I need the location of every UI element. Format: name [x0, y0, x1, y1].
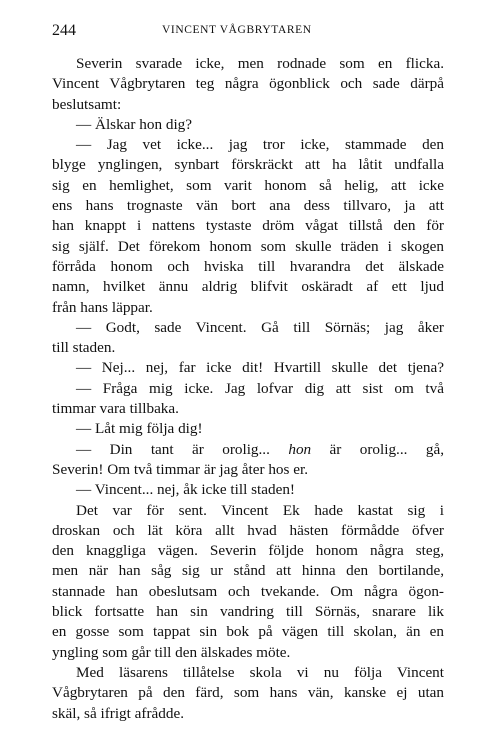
text-line: han knappt i nattens tystaste dröm vågat tillstå den för — [52, 217, 444, 235]
text-line: stannade han obeslutsam och tvekande. Om några ögon- — [52, 582, 444, 600]
text-line: Vågbrytaren på den färd, som hans vän, kanske ej utan — [52, 684, 444, 702]
text-line: namn, hvilket ännu aldrig blifvit oskäradt af ett ljud — [52, 278, 444, 296]
text-line: blyge ynglingen, synbart förskräckt att ha låtit undfalla — [52, 156, 444, 174]
text-line: sig själf. Det förekom honom som skulle träden i skogen — [52, 237, 444, 255]
text-line: yngling som går till den älskades möte. — [52, 643, 291, 661]
text-line: Vincent Vågbrytaren teg några ögonblick och sade därpå — [52, 75, 444, 93]
text-line: — Älskar hon dig? — [76, 115, 192, 133]
text-line: droskan och lät köra allt hvad hästen förmådde öfver — [52, 521, 444, 539]
text-line: — Godt, sade Vincent. Gå till Sörnäs; jag åker — [76, 318, 444, 336]
text-line: till staden. — [52, 339, 116, 357]
text-line: en gosse som tappat sin bok på vägen till skolan, än en — [52, 623, 444, 641]
text-line: — Fråga mig icke. Jag lofvar dig att sist om två — [76, 379, 444, 397]
text-fragment: är orolig... gå, — [311, 440, 444, 458]
text-line: beslutsamt: — [52, 95, 122, 113]
text-line: — Jag vet icke... jag tror icke, stammade den — [76, 136, 444, 154]
text-line: timmar vara tillbaka. — [52, 400, 179, 418]
body-text — [52, 54, 444, 724]
text-line: — Låt mig följa dig! — [76, 420, 203, 438]
text-line — [52, 440, 444, 460]
text-fragment: — Din tant är orolig... — [76, 440, 289, 458]
text-line: ens hans trognaste vän bort ana dess tillvaro, ja att — [52, 197, 444, 215]
page-number: 244 — [52, 22, 76, 39]
text-line: blick fortsatte han sin vandring till Sörnäs, snarare lik — [52, 603, 444, 621]
running-head: VINCENT VÅGBRYTAREN — [162, 24, 312, 36]
text-line: men när han såg sig ur stånd att hinna den bortilande, — [52, 562, 444, 580]
emphasized-word: hon — [288, 440, 312, 458]
text-line: från hans läppar. — [52, 298, 153, 316]
text-line: Med läsarens tillåtelse skola vi nu följa Vincent — [76, 663, 444, 681]
text-line: Det var för sent. Vincent Ek hade kastat sig i — [76, 501, 444, 519]
book-page — [52, 22, 444, 724]
text-line: Severin! Om två timmar är jag åter hos er. — [52, 460, 308, 478]
text-line: — Vincent... nej, åk icke till staden! — [76, 481, 295, 499]
text-line: den knaggliga vägen. Severin följde honom några steg, — [52, 542, 444, 560]
text-line: — Nej... nej, far icke dit! Hvartill skulle det tjena? — [76, 359, 444, 377]
text-line: förråda honom och hviska till hvarandra det älskade — [52, 257, 444, 275]
text-line: skäl, så ifrigt afrådde. — [52, 704, 184, 722]
text-line: sig en hemlighet, som varit honom så helig, att icke — [52, 176, 444, 194]
text-line: Severin svarade icke, men rodnade som en flicka. — [76, 55, 444, 72]
page-header — [52, 22, 444, 44]
